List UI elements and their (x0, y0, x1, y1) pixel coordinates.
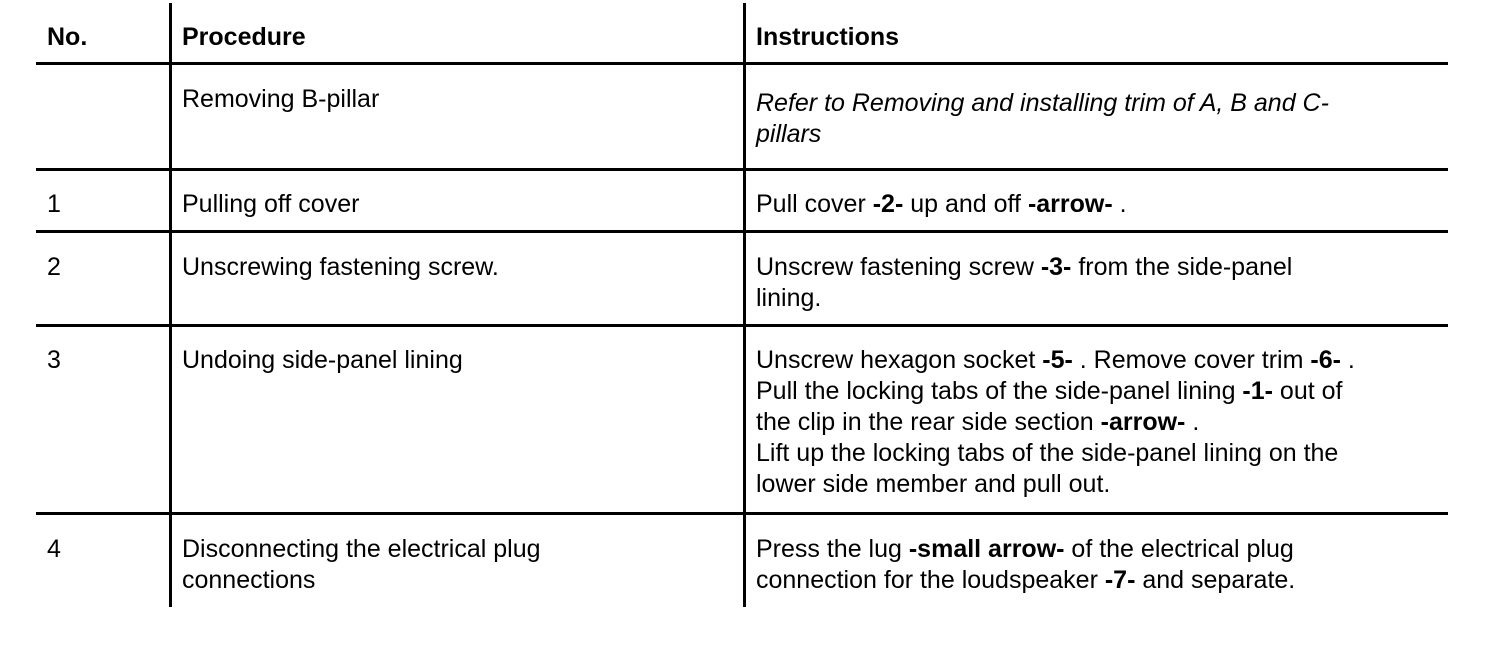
row-rule (36, 230, 1448, 233)
reference-callout: -1- (1242, 377, 1273, 405)
row-rule (36, 324, 1448, 327)
instruction-text: out of (1272, 377, 1343, 405)
instruction-text: . (1340, 346, 1355, 374)
instruction-text: lower side member and pull out. (756, 470, 1111, 498)
procedure-cell (182, 189, 359, 220)
procedure-cell (182, 534, 541, 596)
instruction-cell (756, 534, 1295, 596)
instruction-text: Pull the locking tabs of the side-panel lining (756, 377, 1243, 405)
instruction-text: . (1185, 408, 1200, 436)
reference-callout: -small arrow- (908, 535, 1065, 563)
header-rule (36, 62, 1448, 65)
row-no: 3 (47, 346, 61, 374)
procedure-line: Unscrewing fastening screw. (182, 253, 499, 281)
reference-callout: -6- (1310, 346, 1341, 374)
instruction-line (756, 119, 1329, 150)
row-rule (36, 168, 1448, 171)
procedure-line: Undoing side-panel lining (182, 346, 463, 374)
instruction-cell (756, 345, 1355, 500)
instruction-text: up and off (903, 190, 1028, 218)
row-no: 4 (47, 535, 61, 563)
procedure-line: Removing B-pillar (182, 85, 380, 113)
instruction-line (756, 438, 1355, 469)
instruction-cell (756, 252, 1292, 314)
instruction-line (756, 376, 1355, 407)
instruction-text: lining. (756, 284, 822, 312)
reference-callout: -arrow- (1027, 190, 1113, 218)
instruction-text: Press the lug (756, 535, 909, 563)
column-divider-2 (743, 3, 746, 607)
row-no: 1 (47, 190, 61, 218)
instruction-text: . (1112, 190, 1127, 218)
instruction-cell (756, 88, 1329, 150)
instruction-text: of the electrical plug (1064, 535, 1294, 563)
instruction-text: Unscrew fastening screw (756, 253, 1041, 281)
instruction-line (756, 252, 1292, 283)
instruction-text: from the side-panel (1071, 253, 1293, 281)
instruction-line (756, 283, 1292, 314)
instruction-line (756, 345, 1355, 376)
header-procedure: Procedure (182, 23, 306, 51)
reference-callout: -7- (1104, 566, 1136, 594)
instruction-text: Pull cover (756, 190, 873, 218)
reference-callout: -arrow- (1100, 408, 1186, 436)
instruction-line (756, 469, 1355, 500)
instruction-text: the clip in the rear side section (756, 408, 1101, 436)
instruction-cell (756, 189, 1127, 220)
procedure-cell (182, 252, 499, 283)
instruction-line (756, 88, 1329, 119)
instruction-line (756, 534, 1295, 565)
procedure-cell (182, 345, 463, 376)
column-divider-1 (169, 3, 172, 607)
procedure-line: Disconnecting the electrical plug (182, 535, 541, 563)
reference-callout: -3- (1040, 253, 1072, 281)
instruction-text: pillars (756, 120, 822, 148)
instruction-text: Refer to Removing and installing trim of A, B and C- (756, 89, 1329, 117)
instruction-line (756, 407, 1355, 438)
instruction-text: Unscrew hexagon socket (756, 346, 1043, 374)
header-no: No. (47, 23, 88, 51)
instruction-line (756, 189, 1127, 220)
instruction-line (756, 565, 1295, 596)
row-no: 2 (47, 253, 61, 281)
instruction-text: . Remove cover trim (1072, 346, 1311, 374)
reference-callout: -2- (872, 190, 904, 218)
procedure-line: Pulling off cover (182, 190, 360, 218)
instruction-text: Lift up the locking tabs of the side-panel lining on the (756, 439, 1339, 467)
reference-callout: -5- (1042, 346, 1073, 374)
procedure-line: connections (182, 566, 316, 594)
procedure-cell (182, 84, 379, 115)
instruction-text: connection for the loudspeaker (756, 566, 1105, 594)
row-rule (36, 512, 1448, 515)
instruction-text: and separate. (1135, 566, 1296, 594)
header-instructions: Instructions (756, 23, 900, 51)
